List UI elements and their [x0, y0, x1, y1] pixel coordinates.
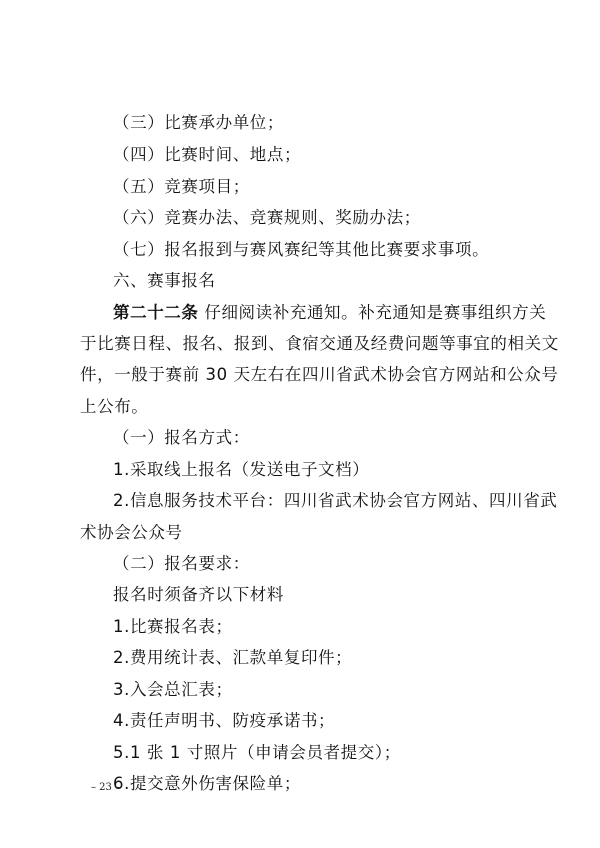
- subheading-registration-method: （一）报名方式：: [113, 428, 250, 447]
- item-7-requirements: （七）报名报到与赛风赛纪等其他比赛要求事项。: [113, 240, 490, 259]
- article-22-line-3: 件，一般于赛前 30 天左右在四川省武术协会官方网站和公众号: [80, 365, 559, 384]
- material-item-6: 6.提交意外伤害保险单；: [113, 774, 301, 793]
- article-22-text: 仔细阅读补充通知。补充通知是赛事组织方关: [204, 303, 547, 322]
- item-5-events: （五）竞赛项目；: [113, 177, 250, 196]
- article-22-line-4: 上公布。: [80, 397, 149, 416]
- materials-intro: 报名时须备齐以下材料: [113, 585, 284, 604]
- material-item-5: 5.1 张 1 寸照片（申请会员者提交）；: [113, 743, 401, 762]
- method-item-1: 1.采取线上报名（发送电子文档）: [113, 460, 370, 479]
- material-item-3: 3.入会总汇表；: [113, 680, 233, 699]
- article-22-line-2: 于比赛日程、报名、报到、食宿交通及经费问题等事宜的相关文: [80, 334, 559, 353]
- subheading-registration-requirements: （二）报名要求：: [113, 554, 250, 573]
- article-22-first-line: [113, 303, 546, 323]
- item-4-time-place: （四）比赛时间、地点；: [113, 145, 302, 164]
- method-item-2: 2.信息服务技术平台：四川省武术协会官方网站、四川省武: [113, 491, 558, 510]
- material-item-2: 2.费用统计表、汇款单复印件；: [113, 648, 353, 667]
- item-3-organizer: （三）比赛承办单位；: [113, 113, 284, 132]
- article-number: 第二十二条: [113, 303, 199, 322]
- method-item-2-continued: 术协会公众号: [80, 523, 183, 542]
- material-item-1: 1.比赛报名表；: [113, 617, 233, 636]
- item-6-rules: （六）竞赛办法、竞赛规则、奖励办法；: [113, 208, 421, 227]
- section-heading-registration: 六、赛事报名: [113, 271, 216, 290]
- material-item-4: 4.责任声明书、防疫承诺书；: [113, 711, 336, 730]
- page-number: – 23 –: [91, 782, 121, 793]
